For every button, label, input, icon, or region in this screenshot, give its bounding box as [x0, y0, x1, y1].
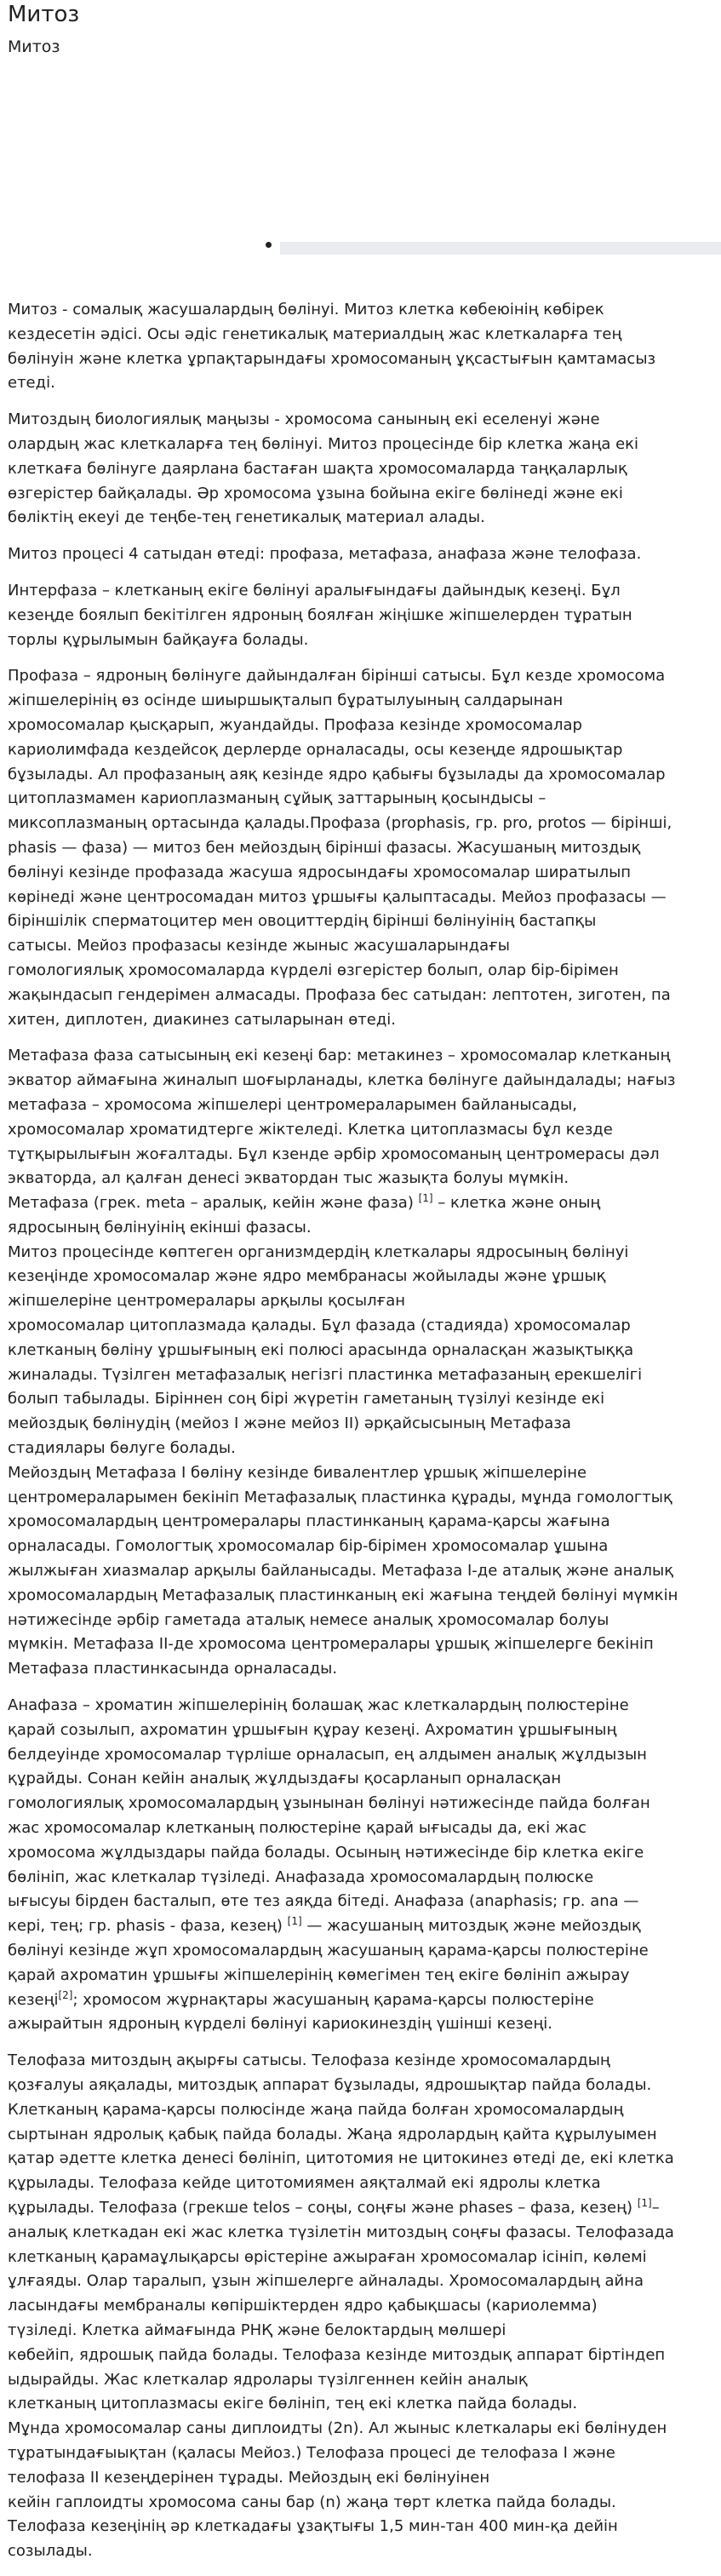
text-segment: – — [651, 2198, 660, 2217]
text-segment: кариолимфада кездейсоқ дерлерде орналасады, осы кезеңде ядрошықтар — [8, 740, 623, 759]
text-segment: сыртынан ядролық қабық пайда болады. Жаңа ядролардың қайта құрылуымен — [8, 2125, 657, 2143]
text-segment: бұзылады. Ал профазаның аяқ кезінде ядро қабығы бұзылады да хромосомалар — [8, 765, 666, 783]
paragraph-line — [8, 542, 714, 567]
text-segment: кезеңінде хромосомалар және ядро мембранасы жойылады және ұршық — [8, 1267, 606, 1286]
text-segment: Митоз процесінде көптеген организмдердің клеткалары ядросының бөлінуі — [8, 1242, 629, 1261]
citation-link[interactable]: [1] — [637, 2196, 652, 2209]
paragraph-line — [8, 2196, 714, 2221]
paragraph-line — [8, 934, 714, 959]
text-segment: қатар әдетте клетка денесі бөлініп, цитотомия не цитокинез өтеді де, екі клетка — [8, 2149, 674, 2168]
text-segment: гомологиялық хромосомаларда күрделі өзгерістер болып, олар бір-бірімен — [8, 961, 619, 979]
text-segment: Интерфаза – клетканың екіге бөлінуі аралығындағы дайындық кезеңі. Бұл — [8, 581, 621, 600]
paragraph-line — [8, 408, 714, 433]
paragraph-line — [8, 506, 714, 531]
paragraph-line — [8, 2417, 714, 2441]
paragraph-line — [8, 433, 714, 457]
paragraph-line — [8, 1461, 714, 1486]
paragraph-line — [8, 2172, 714, 2196]
paragraph-line — [8, 714, 714, 738]
paragraph-line — [8, 1167, 714, 1191]
paragraph-line — [8, 1767, 714, 1792]
text-segment: қарай ахроматин ұршығы жіпшелерінің көмегімен тең екіге бөлініп ажырау — [8, 1965, 630, 1984]
text-segment: жіпшелерінің өз осінде шиыршықталып бұратылуының салдарынан — [8, 691, 564, 710]
text-segment: мүмкін. Метафаза II-де хромосома центромералары ұршық жіпшелерге бекініп — [8, 1635, 654, 1654]
paragraph-line — [8, 1289, 714, 1314]
text-segment: бөлінуі кезінде жұп хромосомалардың жасушаның қарама-қарсы полюстеріне — [8, 1942, 649, 1959]
text-segment: клетканың цитоплазмасы екіге бөлініп, тең екі клетка пайда болады. — [8, 2395, 578, 2413]
text-segment: сатысы. Мейоз профазасы кезінде жыныс жасушаларындағы — [8, 937, 510, 955]
paragraph-line — [8, 1632, 714, 1657]
paragraph-line — [8, 1584, 714, 1609]
text-segment: клетканың қарамаұлықарсы өрістеріне ажыраған хромосомалар ісініп, көлемі — [8, 2247, 647, 2266]
text-segment: ажырайтын ядроның күрделі бөлінуі кариокинездің үшінші кезеңі. — [8, 2015, 552, 2034]
text-segment: хромосомалар хроматидтерге жіктеледі. Клетка цитоплазмасы бұл кезде — [8, 1120, 613, 1139]
text-segment: көбейіп, ядрошық пайда болады. Телофаза кезінде митоздық аппарат біртіндеп — [8, 2345, 666, 2364]
paragraph-line — [8, 1914, 714, 1939]
text-segment: Анафаза – хроматин жіпшелерінің болашақ жас клеткалардың полюстеріне — [8, 1696, 629, 1715]
paragraph-line — [8, 1816, 714, 1841]
paragraph-line — [8, 836, 714, 861]
text-segment: хромосома жұлдыздары пайда болады. Осының нәтижесінде бір клетка екіге — [8, 1843, 644, 1862]
text-segment: бөлініп, жас клеткалар түзіледі. Анафазада хромосомалардың полюске — [8, 1867, 594, 1886]
paragraph-line — [8, 604, 714, 628]
paragraph-line — [8, 2269, 714, 2294]
paragraph-line — [8, 1609, 714, 1633]
paragraph-line — [8, 2098, 714, 2123]
text-segment: телофаза II кезеңдерінен тұрады. Мейоздың екі бөлінуінен — [8, 2468, 490, 2487]
text-segment: құрайды. Сонан кейін аналық жұлдыздағы қосарланып орналасқан — [8, 1770, 562, 1788]
paragraph-line — [8, 1694, 714, 1718]
text-segment: жақындасып гендерімен алмасады. Профаза бес сатыдан: лептотен, зиготен, па — [8, 985, 671, 1004]
text-segment: центромераларымен бекініп Метафазалық пластинка құрады, мұнда гомологтық — [8, 1488, 672, 1506]
paragraph-line — [8, 1792, 714, 1816]
paragraph-line — [8, 763, 714, 788]
text-segment: ұлғаяды. Олар таралып, ұзын жіпшелерге айналады. Хромосомалардың айна — [8, 2272, 644, 2291]
paragraph-line — [8, 1510, 714, 1535]
text-segment: Клетканың қарама-қарсы полюсінде жаңа пайда болған хромосомалардың — [8, 2100, 624, 2119]
paragraph-line — [8, 2491, 714, 2516]
text-segment: гомологиялық хромосомалардың ұзынынан бөлінуі нәтижесінде пайда болған — [8, 1794, 650, 1813]
paragraph-line — [8, 2392, 714, 2417]
text-segment: Мейоздың Метафаза I бөліну кезінде бивалентлер ұршық жіпшелеріне — [8, 1463, 587, 1482]
text-segment: мейоздық бөлінудің (мейоз I және мейоз II) әрқайсысының Метафаза — [8, 1414, 571, 1433]
paragraph-line — [8, 482, 714, 507]
text-segment: Метафаза пластинкасында орналасады. — [8, 1660, 338, 1678]
text-segment: белдеуінде хромосомалар түрліше орналасып, ең алдымен аналық жұлдызын — [8, 1745, 647, 1764]
text-segment: көрінеді және центросомадан митоз ұршығы қалыптасады. Мейоз профазасы — — [8, 887, 667, 906]
paragraph-line — [8, 2319, 714, 2344]
text-segment: экватор аймағына жиналып шоғырланады, клетка бөлінуге дайындалады; нағыз — [8, 1071, 676, 1090]
text-segment: кездесетін әдісі. Осы әдіс генетикалық материалдың жас клеткаларға тең — [8, 324, 622, 343]
text-segment: біріншілік сперматоцитер мен овоциттердің бірінші бөлінуінің бастапқы — [8, 912, 597, 931]
paragraph-line — [8, 2074, 714, 2098]
paragraph-line — [8, 628, 714, 653]
text-segment: Митоздың биологиялық маңызы - хромосома санының екі еселенуі және — [8, 410, 600, 429]
gallery-indicator-dot[interactable] — [266, 242, 272, 248]
paragraph-line — [8, 2368, 714, 2393]
text-segment: хромосомалар қысқарып, жуандайды. Профаза кезінде хромосомалар — [8, 715, 582, 734]
text-segment: олардың жас клеткаларға тең бөлінуі. Митоз процесінде бір клетка жаңа екі — [8, 434, 639, 453]
text-segment: торлы құрылымын байқауға болады. — [8, 630, 309, 649]
text-segment: өзгерістер байқалады. Әр хромосома ұзына бойына екіге бөлінеді және екі — [8, 484, 623, 502]
paragraph-line — [8, 1988, 714, 2013]
text-segment: экваторда, ал қалған денесі экватордан тыс жазықта болуы мүмкін. — [8, 1169, 569, 1188]
text-segment: Митоз - сомалық жасушалардың бөлінуі. Митоз клетка көбеюінің көбірек — [8, 301, 604, 318]
gallery-placeholder-bar — [280, 242, 721, 255]
text-segment: ығысуы бірден басталып, өте тез аяқда бітеді. Анафаза (anaphasis; гр. ana — — [8, 1892, 639, 1911]
text-segment: нәтижесінде әрбір гаметада аталық немесе аналық хромосомалар болуы — [8, 1610, 609, 1629]
text-segment: кезеңде боялып бекітілген ядроның боялған жіңішке жіпшелерден тұратын — [8, 605, 632, 624]
paragraph-line — [8, 1866, 714, 1890]
paragraph-line — [8, 1339, 714, 1363]
paragraph-line — [8, 1314, 714, 1339]
paragraph-line — [8, 1486, 714, 1511]
text-segment: клеткаға бөлінуге даярлана бастаған шақта хромосомаларда таңқаларлық — [8, 459, 627, 478]
paragraph-line — [8, 298, 714, 323]
paragraph-line — [8, 664, 714, 689]
paragraph-line — [8, 1964, 714, 1988]
citation-link[interactable]: [2] — [58, 1988, 73, 2001]
text-segment: Митоз процесі 4 сатыдан өтеді: профаза, метафаза, анафаза және телофаза. — [8, 545, 642, 564]
paragraph-line — [8, 1939, 714, 1964]
text-segment: Метафаза (грек. meta – аралық, кейін және фаза) — [8, 1194, 419, 1213]
text-segment: түзіледі. Клетка аймағында РНҚ және белоктардың мөлшері — [8, 2321, 506, 2339]
text-segment: ыдырайды. Жас клеткалар ядролары түзілгеннен кейін аналық — [8, 2370, 528, 2389]
text-segment: ласындағы мембраналы көпіршіктерден ядро қабықшасы (кариолемма) — [8, 2297, 598, 2315]
text-segment: Профаза – ядроның бөлінуге дайындалған бірінші сатысы. Бұл кезде хромосома — [8, 667, 666, 686]
paragraph-line — [8, 909, 714, 934]
text-segment: Телофаза митоздың ақырғы сатысы. Телофаза кезінде хромосомалардың — [8, 2051, 610, 2070]
paragraph-line — [8, 2466, 714, 2491]
paragraph-line — [8, 1216, 714, 1241]
paragraph-line — [8, 886, 714, 910]
paragraph-line — [8, 1143, 714, 1168]
text-segment: хромосомалардың центромералары пластинканың қарама-қарсы жағына — [8, 1512, 610, 1531]
text-segment: жылжыған хиазмалар арқылы байланысады. Метафаза I-де аталық және аналық — [8, 1562, 674, 1581]
paragraph-line — [8, 2246, 714, 2270]
text-segment: Мұнда хромосомалар саны диплоидты (2n). Ал жыныс клеткалары екі бөлінуден — [8, 2419, 667, 2438]
paragraph-line — [8, 1191, 714, 1216]
paragraph-line — [8, 1363, 714, 1388]
paragraph-line — [8, 1387, 714, 1412]
text-segment: құрылады. Телофаза (грекше telos – соңы, соңғы және phases – фаза, кезең) — [8, 2198, 638, 2217]
text-segment: бөліктің екеуі де теңбе-тең генетикалық материал алады. — [8, 508, 485, 527]
article-paragraph — [8, 408, 714, 531]
paragraph-line — [8, 861, 714, 886]
paragraph-line — [8, 2294, 714, 2319]
paragraph-line — [8, 1069, 714, 1093]
paragraph-line — [8, 2515, 714, 2539]
citation-link[interactable]: [1] — [418, 1192, 433, 1205]
paragraph-line — [8, 2123, 714, 2148]
paragraph-line — [8, 371, 714, 396]
text-segment: орналасады. Гомологтық хромосомалар бір-бірімен хромосомалар ұшына — [8, 1537, 609, 1556]
paragraph-line — [8, 2344, 714, 2368]
text-segment: қозғалуы аяқалады, митоздық аппарат бұзылады, ядрошықтар пайда болады. — [8, 2075, 652, 2094]
text-segment: хромосомалар цитоплазмада қалады. Бұл фазада (стадияда) хромосомалар — [8, 1317, 631, 1335]
text-segment: бөлінуі кезінде профазада жасуша ядросындағы хромосомалар ширатылып — [8, 863, 632, 881]
text-segment: жиналады. Түзілген метафазалық негізгі пластинка метафазаның ерекшелігі — [8, 1365, 643, 1384]
paragraph-line — [8, 1093, 714, 1118]
paragraph-line — [8, 1535, 714, 1559]
text-segment: ; хромосом жұрнақтары жасушаның қарама-қарсы полюстеріне — [72, 1990, 594, 2009]
paragraph-line — [8, 1559, 714, 1584]
paragraph-line — [8, 1241, 714, 1265]
paragraph-line — [8, 579, 714, 604]
text-segment: құрылады. Телофаза кейде цитотомиямен аяқталмай екі ядролы клетка — [8, 2174, 601, 2193]
paragraph-line — [8, 959, 714, 984]
paragraph-line — [8, 812, 714, 836]
paragraph-line — [8, 1718, 714, 1743]
text-segment: тұратындағыықтан (қаласы Мейоз.) Телофаза процесі де телофаза I және — [8, 2443, 615, 2462]
text-segment: аналық клеткадан екі жас клетка түзілетін митоздың соңғы фазасы. Телофазада — [8, 2223, 674, 2241]
paragraph-line — [8, 2147, 714, 2172]
paragraph-line — [8, 457, 714, 482]
article-paragraph — [8, 1694, 714, 2037]
text-segment: — жасушаның митоздық және мейоздық — [301, 1917, 641, 1936]
paragraph-line — [8, 1657, 714, 1682]
text-segment: ядросының бөлінуінің екінші фазасы. — [8, 1218, 312, 1236]
paragraph-line — [8, 984, 714, 1008]
text-segment: жіпшелеріне центромералары арқылы қосылған — [8, 1292, 406, 1311]
paragraph-line — [8, 1437, 714, 1461]
article-paragraph — [8, 542, 714, 567]
page-subtitle: Митоз — [8, 37, 60, 56]
text-segment: кейін гаплоидты хромосома саны бар (n) жаңа төрт клетка пайда болады. — [8, 2493, 616, 2511]
paragraph-line — [8, 2539, 714, 2564]
text-segment: кезеңі — [8, 1990, 59, 2009]
text-segment: Метафаза фаза сатысының екі кезеңі бар: метакинез – хромосомалар клетканың — [8, 1047, 671, 1065]
article-paragraph — [8, 2049, 714, 2564]
text-segment: тұтқырылығын жоғалтады. Бұл кзенде әрбір хромосоманың центромерасы дәл — [8, 1145, 660, 1163]
text-segment: хитен, диплотен, диакинез сатыларынан өтеді. — [8, 1010, 397, 1029]
paragraph-line — [8, 323, 714, 347]
text-segment: клетканың бөліну ұршығының екі полюсі арасында орналасқан жазықтыққа — [8, 1340, 634, 1359]
text-segment: миксоплазманың ортасында қалады.Профаза (prophasis, гр. pro, protos — бірінші, — [8, 814, 672, 833]
text-segment: жас хромосомалар клетканың полюстеріне қарай ығысады да, екі жас — [8, 1819, 587, 1838]
text-segment: phasis — фаза) — митоз бен мейоздың бірінші фазасы. Жасушаның митоздық — [8, 838, 641, 857]
paragraph-line — [8, 1118, 714, 1143]
text-segment: цитоплазмамен кариоплазманың сұйық заттарының қосындысы – — [8, 789, 546, 808]
text-segment: – клетка және оның — [432, 1194, 601, 1213]
paragraph-line — [8, 1890, 714, 1914]
text-segment: болып табылады. Біріннен соң бірі жүретін гаметаның түзілуі кезінде екі — [8, 1390, 605, 1408]
text-segment: созылады. — [8, 2542, 93, 2561]
paragraph-line — [8, 2441, 714, 2466]
article-paragraph — [8, 298, 714, 396]
page-title: Митоз — [8, 2, 80, 27]
paragraph-line — [8, 2049, 714, 2074]
text-segment: бөлінуін және клетка ұрпақтарындағы хромосоманың ұқсастығын қамтамасыз — [8, 349, 656, 368]
paragraph-line — [8, 1044, 714, 1069]
paragraph-line — [8, 689, 714, 714]
text-segment: Телофаза кезеңінің әр клеткадағы ұзақтығы 1,5 мин-тан 400 мин-қа дейін — [8, 2517, 618, 2536]
paragraph-line — [8, 1265, 714, 1289]
paragraph-line — [8, 787, 714, 812]
paragraph-line — [8, 2221, 714, 2246]
paragraph-line — [8, 1008, 714, 1033]
text-segment: хромосомалардың Метафазалық пластинканың екі жағына теңдей бөлінуі мүмкін — [8, 1586, 678, 1604]
paragraph-line — [8, 2012, 714, 2037]
citation-link[interactable]: [1] — [287, 1915, 302, 1928]
paragraph-line — [8, 1412, 714, 1437]
text-segment: етеді. — [8, 374, 55, 393]
paragraph-line — [8, 1841, 714, 1866]
article-paragraph — [8, 1044, 714, 1682]
article-paragraph — [8, 579, 714, 652]
paragraph-line — [8, 347, 714, 372]
article-body — [8, 298, 714, 2576]
text-segment: стадиялары бөлуге болады. — [8, 1439, 236, 1458]
paragraph-line — [8, 1743, 714, 1768]
article-paragraph — [8, 664, 714, 1032]
text-segment: қарай созылып, ахроматин ұршығын құрау кезеңі. Ахроматин ұршығының — [8, 1720, 617, 1739]
text-segment: кері, тең; гр. phasis - фаза, кезең) — [8, 1917, 288, 1936]
text-segment: метафаза – хромосома жіпшелері центромераларымен байланысады, — [8, 1095, 577, 1114]
paragraph-line — [8, 738, 714, 763]
